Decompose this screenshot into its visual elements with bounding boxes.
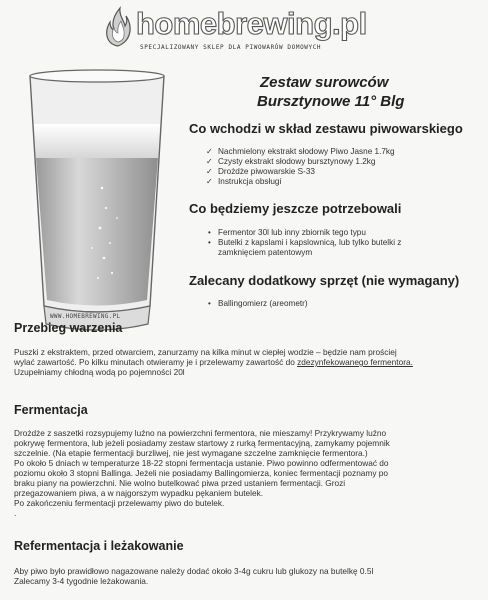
glass-caption: WWW.HOMEBREWING.PL	[50, 313, 121, 320]
text-line: Puszki z ekstraktem, przed otwarciem, zanurzamy na kilka minut w ciepłej wodzie – będzie nam prościej	[14, 347, 397, 357]
text-line: Aby piwo było prawidłowo nagazowane należy dodać około 3-4g cukru lub glukozy na butelkę 0.5l	[14, 566, 374, 576]
needed-heading: Co będziemy jeszcze potrzebowali	[189, 201, 402, 216]
text-line: .	[14, 508, 17, 518]
brewing-heading: Przebieg warzenia	[14, 321, 123, 335]
text-line: Zalecamy 3-4 tygodnie leżakowania.	[14, 576, 149, 586]
list-item: ✓ Nachmielony ekstrakt słodowy Piwo Jasne 1.7kg	[206, 147, 476, 157]
fermentation-text	[14, 428, 476, 518]
text-line: poziomu około 3 stopni Ballinga. Jeżeli nie posiadamy Ballingomierza, koniec fermentacji poznamy po	[14, 468, 389, 478]
optional-list	[206, 299, 476, 309]
refermentation-text	[14, 566, 476, 586]
text-line: szczelnie. (Na etapie fermentacji burzliwej, nie jest wymagane szczelne zamknięcie fermentora.)	[14, 448, 368, 458]
beer-glass-illustration	[22, 68, 172, 346]
refermentation-heading: Refermentacja i leżakowanie	[14, 539, 184, 553]
text-line: Drożdże z saszetki rozsypujemy luźno na powierzchni fermentora, nie mieszamy! Przykrywamy luźno	[14, 428, 387, 438]
text-line: przegazowaniem piwa, a w najgorszym wypadku pękaniem butelek.	[14, 488, 264, 498]
text-line: Uzupełniamy chłodną wodą po pojemności 20l	[14, 367, 185, 377]
page-subtitle: Bursztynowe 11° Blg	[257, 93, 405, 110]
list-item: ✓ Drożdże piwowarskie S-33	[206, 167, 476, 177]
flame-logo-icon	[100, 6, 136, 48]
kit-contents-list	[206, 147, 476, 187]
logo-tagline: SPECJALIZOWANY SKLEP DLA PIWOWARÓW DOMOWYCH	[140, 44, 322, 51]
text-line: Po około 5 dniach w temperaturze 18-22 stopni fermentacja ustanie. Piwo powinno odfermentować do	[14, 458, 389, 468]
list-item: ✓ Instrukcja obsługi	[206, 177, 476, 187]
list-item: • Ballingomierz (areometr)	[206, 299, 476, 309]
logo-wordmark: homebrewing.pl	[136, 6, 367, 41]
text-line: braku piany na powierzchni. Nie wolno butelkować piwa przed ustaniem fermentacji. Grozi	[14, 478, 346, 488]
text-line: Po zakończeniu fermentacji przelewamy piwo do butelek.	[14, 498, 225, 508]
list-item: ✓ Czysty ekstrakt słodowy bursztynowy 1.2kg	[206, 157, 476, 167]
fermentation-heading: Fermentacja	[14, 403, 88, 417]
list-item: • Butelki z kapslami i kapslownicą, lub tylko butelki z	[206, 238, 476, 248]
list-item: • Fermentor 30l lub inny zbiornik tego typu	[206, 228, 476, 238]
list-item-continuation: zamknięciem patentowym	[218, 248, 313, 257]
optional-heading: Zalecany dodatkowy sprzęt (nie wymagany)	[189, 273, 460, 288]
needed-list	[206, 228, 476, 258]
text-span-underlined: zdezynfekowanego fermentora.	[297, 357, 413, 367]
kit-contents-heading: Co wchodzi w skład zestawu piwowarskiego	[189, 121, 463, 136]
text-span: wylać zawartość. Po kilku minutach otwieramy je i przelewamy zawartość do	[14, 357, 298, 367]
text-line	[14, 357, 476, 367]
page-title: Zestaw surowców	[260, 74, 389, 91]
brewing-text	[14, 347, 476, 377]
text-line: pokrywę fermentora, lub jeżeli posiadamy zestaw startowy z rurką fermentacyjną, zamykamy pojemnik	[14, 438, 390, 448]
